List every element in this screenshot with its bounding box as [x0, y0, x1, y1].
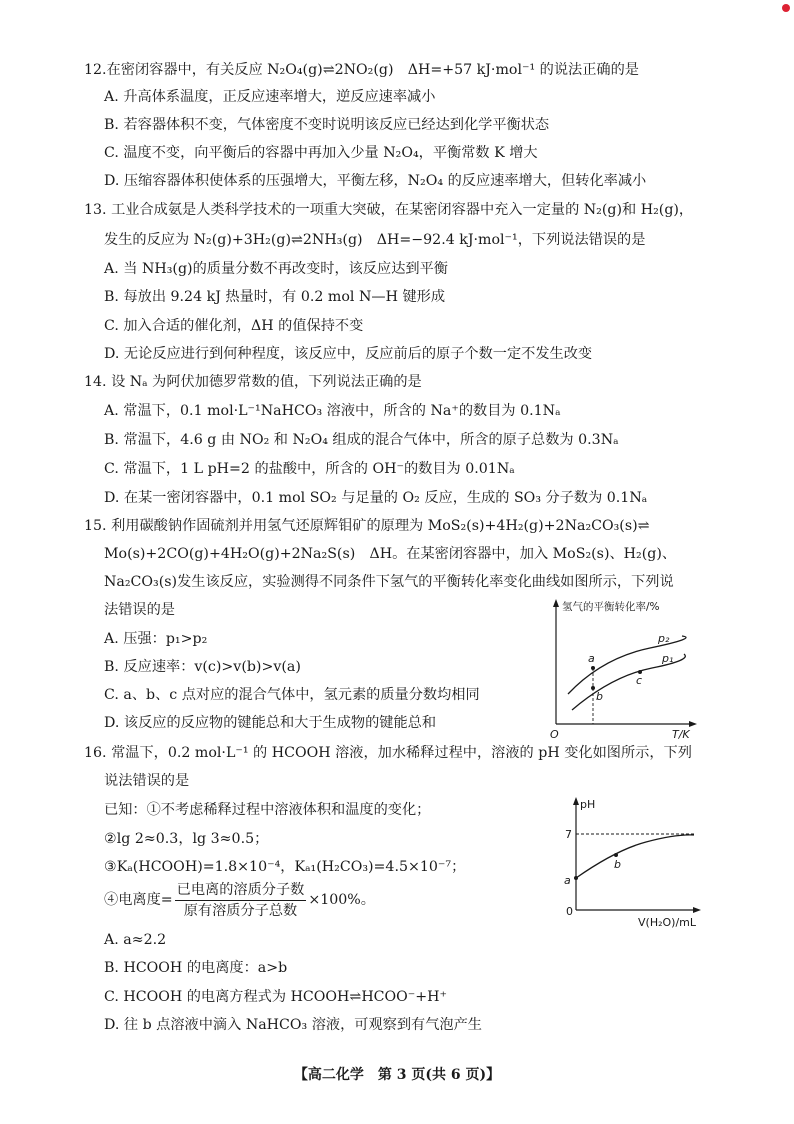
q15-option-d: D. 该反应的反应物的键能总和大于生成物的键能总和: [104, 715, 437, 731]
q16-tick-7: 7: [565, 828, 572, 841]
q15-point-a: [591, 666, 595, 670]
q14-option-d: D. 在某一密闭容器中，0.1 mol SO₂ 与足量的 O₂ 反应，生成的 SO₃ 分子数为 0.1Nₐ: [104, 490, 648, 506]
q16-fraction-numerator: 已电离的溶质分子数: [175, 881, 307, 901]
q16-x-label: V(H₂O)/mL: [638, 916, 696, 929]
q16-ionization-suffix: ×100%。: [308, 892, 375, 908]
q15-label-b: b: [596, 690, 603, 703]
q16-option-b: B. HCOOH 的电离度：a>b: [104, 960, 288, 976]
q15-label-p1: p₁: [662, 652, 674, 665]
q16-known-3: ③Kₐ(HCOOH)=1.8×10⁻⁴，Kₐ₁(H₂CO₃)=4.5×10⁻⁷；: [104, 859, 466, 875]
q16-known-2: ②lg 2≈0.3，lg 3≈0.5；: [104, 831, 269, 847]
q15-y-arrow: [553, 599, 559, 607]
q16-y-label: pH: [580, 798, 596, 811]
page-footer: 【高二化学 第 3 页(共 6 页)】: [293, 1067, 501, 1083]
q13-stem-line1: 13. 工业合成氨是人类科学技术的一项重大突破，在某密闭容器中充入一定量的 N₂(g)和 H₂(g)，: [84, 202, 694, 218]
q14-stem: 14. 设 Nₐ 为阿伏加德罗常数的值，下列说法正确的是: [84, 374, 422, 390]
q15-stem-line3: Na₂CO₃(s)发生该反应，实验测得不同条件下氢气的平衡转化率变化曲线如图所示，下列说: [104, 574, 674, 590]
q16-y-arrow: [573, 797, 579, 805]
q16-ph-graph: [556, 792, 706, 932]
corner-mark: [782, 4, 790, 12]
q12-option-a: A. 升高体系温度，正反应速率增大，逆反应速率减小: [104, 89, 436, 105]
q14-option-b: B. 常温下，4.6 g 由 NO₂ 和 N₂O₄ 组成的混合气体中，所含的原子总数为 0.3Nₐ: [104, 432, 619, 448]
q15-option-a: A. 压强：p₁>p₂: [104, 631, 208, 647]
q16-known-1: 已知：①不考虑稀释过程中溶液体积和温度的变化；: [104, 802, 431, 818]
q15-option-b: B. 反应速率：v(c)>v(b)>v(a): [104, 659, 301, 675]
q15-point-b: [591, 686, 595, 690]
q12-stem: 12.在密闭容器中，有关反应 N₂O₄(g)⇌2NO₂(g) ΔH=+57 kJ·mol⁻¹ 的说法正确的是: [84, 62, 639, 78]
q16-label-b: b: [614, 858, 621, 871]
q13-option-b: B. 每放出 9.24 kJ 热量时，有 0.2 mol N—H 键形成: [104, 289, 446, 305]
q14-option-a: A. 常温下，0.1 mol·L⁻¹NaHCO₃ 溶液中，所含的 Na⁺的数目为 0.1Nₐ: [104, 403, 561, 419]
q16-ionization-fraction: [175, 881, 307, 920]
q13-option-c: C. 加入合适的催化剂，ΔH 的值保持不变: [104, 318, 364, 334]
q16-ph-curve: [576, 835, 694, 878]
q12-option-d: D. 压缩容器体积使体系的压强增大，平衡左移，N₂O₄ 的反应速率增大，但转化率减小: [104, 173, 647, 189]
q16-option-d: D. 往 b 点溶液中滴入 NaHCO₃ 溶液，可观察到有气泡产生: [104, 1017, 482, 1033]
q15-origin-label: O: [550, 728, 559, 741]
q16-point-b: [614, 853, 618, 857]
q15-option-c: C. a、b、c 点对应的混合气体中，氢元素的质量分数均相同: [104, 687, 480, 703]
q15-stem-line2: Mo(s)+2CO(g)+4H₂O(g)+2Na₂S(s) ΔH。在某密闭容器中，加入 MoS₂(s)、H₂(g)、: [104, 546, 677, 562]
q16-known-4: [104, 880, 375, 920]
q16-stem-line1: 16. 常温下，0.2 mol·L⁻¹ 的 HCOOH 溶液，加水稀释过程中，溶液的 pH 变化如图所示，下列: [84, 745, 692, 761]
q15-conversion-graph: [542, 596, 702, 741]
q15-label-a: a: [588, 652, 595, 665]
q15-label-p2: p₂: [658, 632, 670, 645]
q14-option-c: C. 常温下，1 L pH=2 的盐酸中，所含的 OH⁻的数目为 0.01Nₐ: [104, 461, 515, 477]
q13-option-a: A. 当 NH₃(g)的质量分数不再改变时，该反应达到平衡: [104, 261, 448, 277]
q16-option-c: C. HCOOH 的电离方程式为 HCOOH⇌HCOO⁻+H⁺: [104, 989, 448, 1005]
q15-stem-line4: 法错误的是: [104, 602, 175, 618]
q16-option-a: A. a≈2.2: [104, 932, 167, 948]
q16-x-arrow: [693, 907, 701, 913]
q13-option-d: D. 无论反应进行到何种程度，该反应中，反应前后的原子个数一定不发生改变: [104, 346, 593, 362]
q16-stem-line2: 说法错误的是: [104, 773, 190, 789]
q15-x-label: T/K: [672, 728, 690, 741]
q16-origin-label: 0: [566, 905, 573, 918]
q12-option-b: B. 若容器体积不变，气体密度不变时说明该反应已经达到化学平衡状态: [104, 117, 550, 133]
q16-fraction-denominator: 原有溶质分子总数: [183, 902, 298, 919]
q13-stem-line2: 发生的反应为 N₂(g)+3H₂(g)⇌2NH₃(g) ΔH=−92.4 kJ·mol⁻¹，下列说法错误的是: [104, 232, 646, 248]
q16-point-a: [574, 876, 578, 880]
q15-x-arrow: [689, 721, 697, 727]
q12-option-c: C. 温度不变，向平衡后的容器中再加入少量 N₂O₄，平衡常数 K 增大: [104, 145, 538, 161]
q16-ionization-prefix: ④电离度=: [104, 892, 173, 908]
q16-label-a: a: [564, 874, 571, 887]
q15-stem-line1: 15. 利用碳酸钠作固硫剂并用氢气还原辉钼矿的原理为 MoS₂(s)+4H₂(g)+2Na₂CO₃(s)⇌: [84, 518, 650, 534]
q15-y-label: 氢气的平衡转化率/%: [562, 601, 660, 613]
q15-label-c: c: [636, 674, 643, 687]
